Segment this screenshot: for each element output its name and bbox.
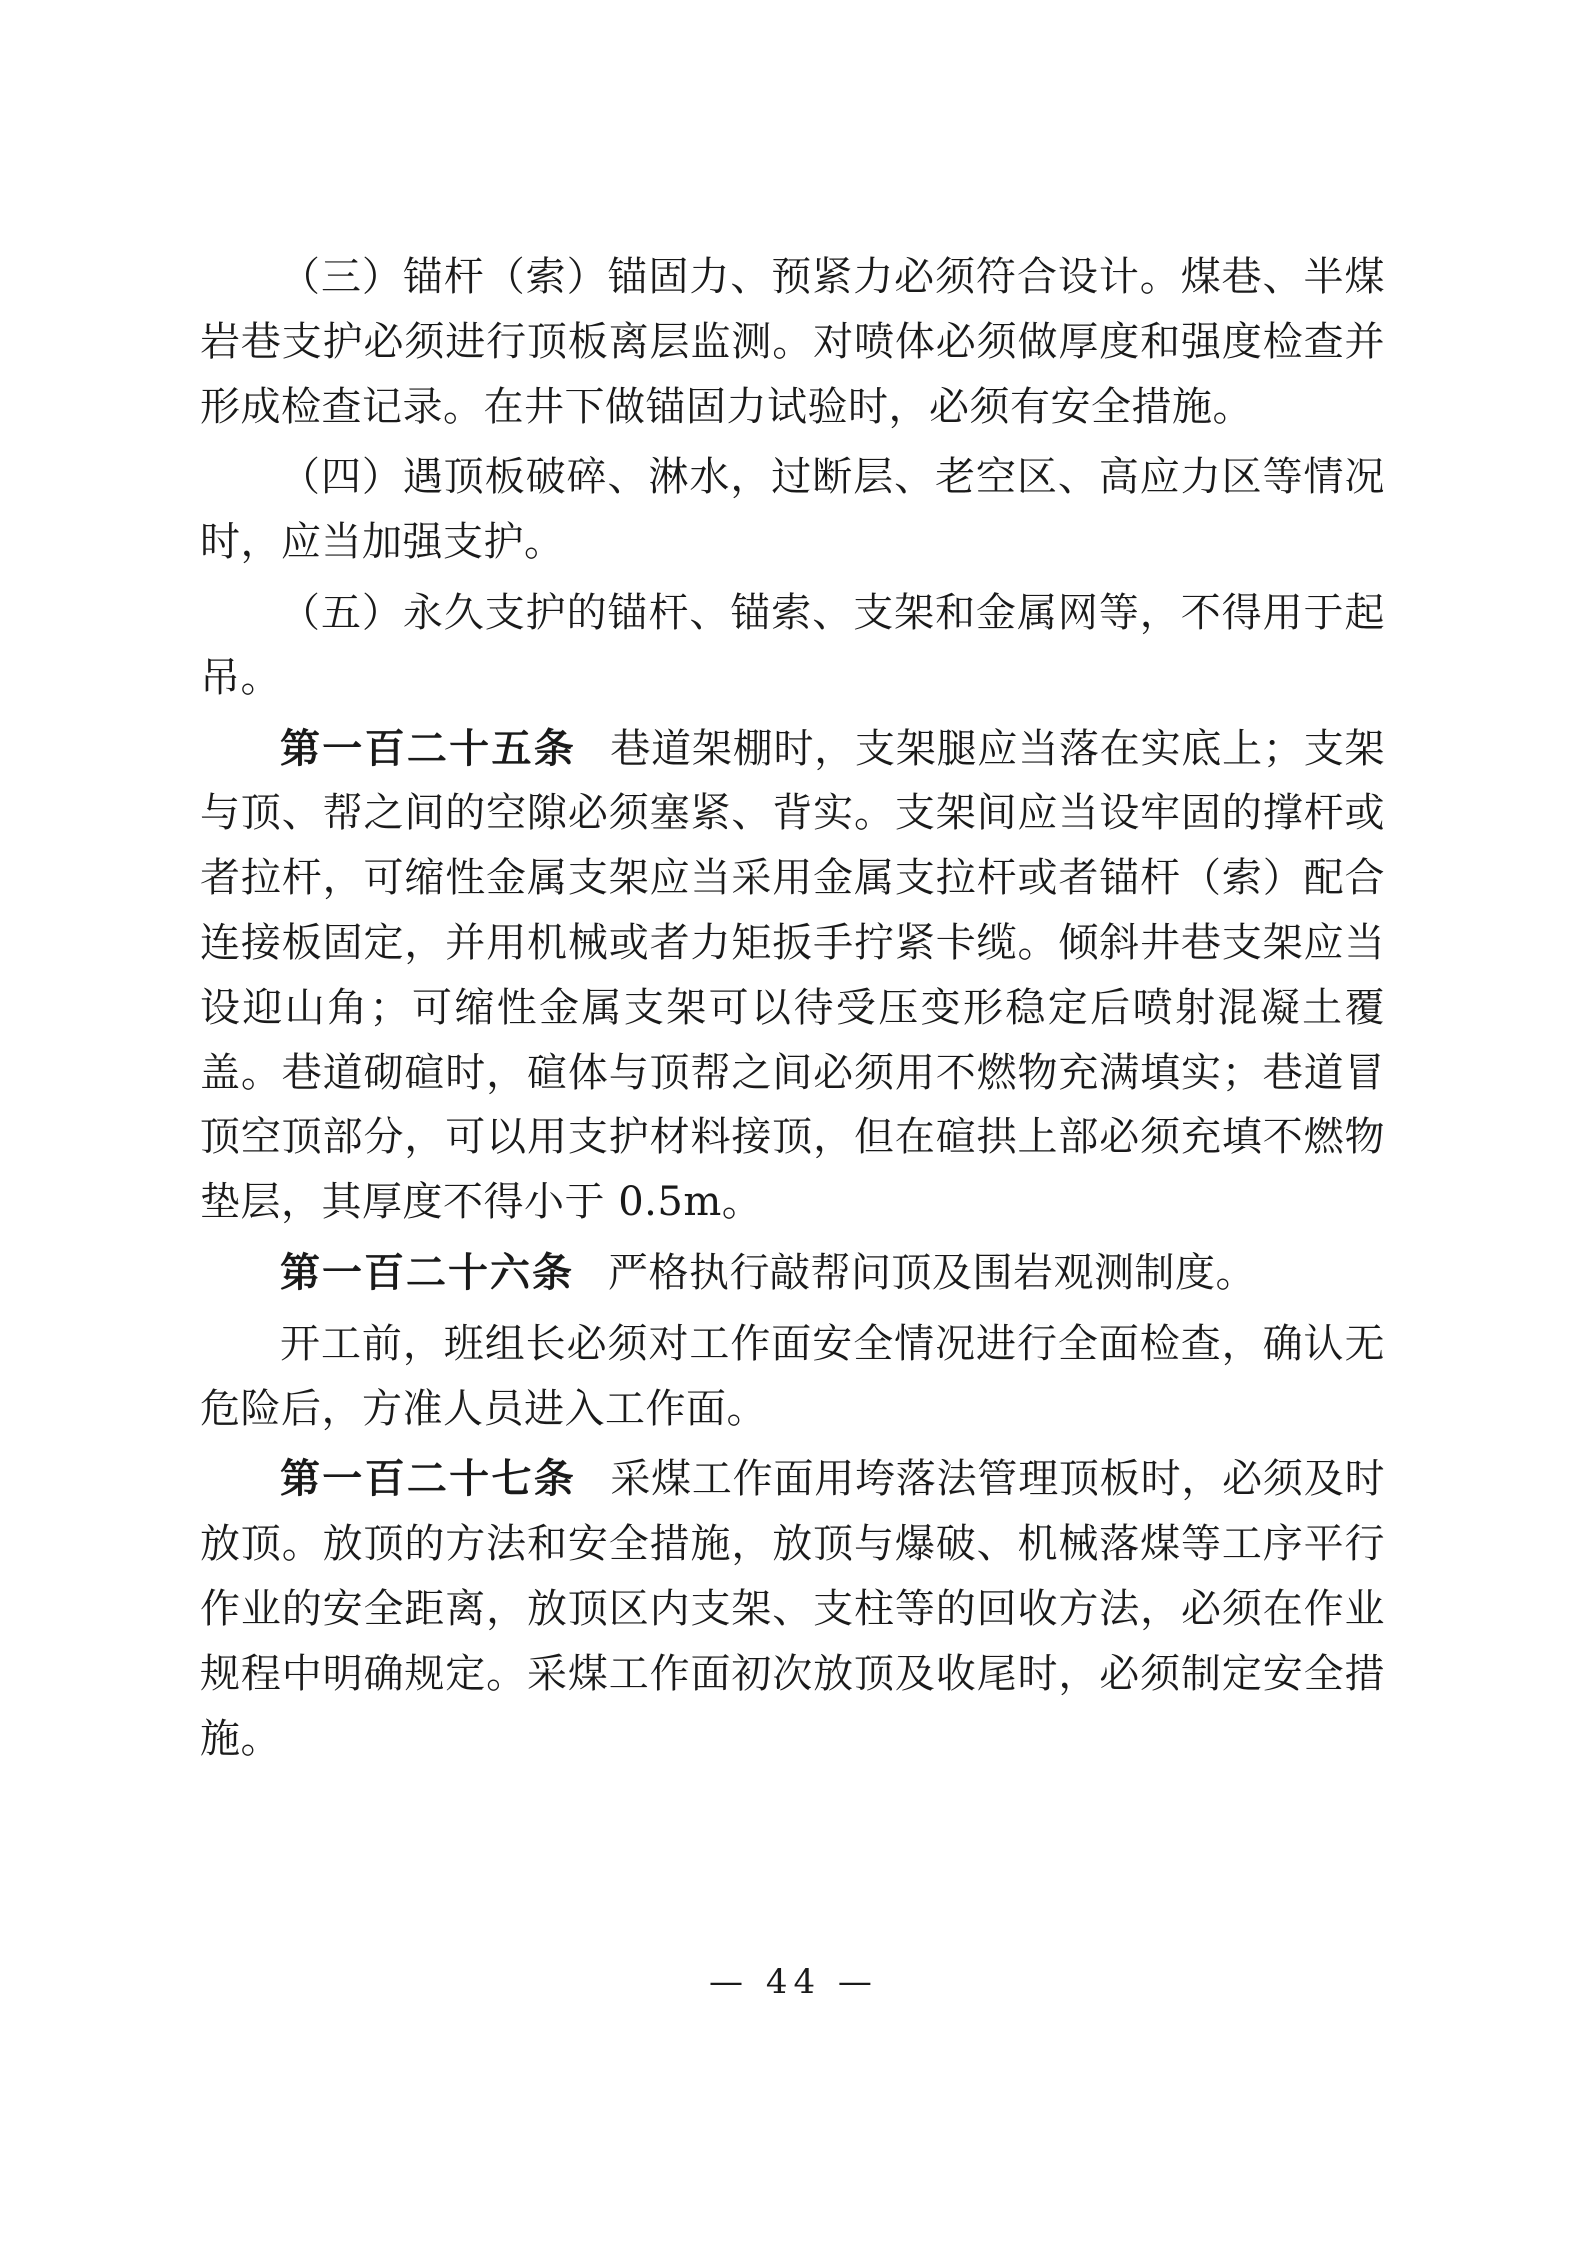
article-label: 第一百二十七条 [280,1455,577,1503]
article-text: 采煤工作面用垮落法管理顶板时，必须及时放顶。放顶的方法和安全措施，放顶与爆破、机械落煤等工序平行作业的安全距离，放顶区内支架、支柱等的回收方法，必须在作业规程中明确规定。采煤工作面初次放顶及收尾时，必须制定安全措施。 [200,1456,1386,1762]
article-text: 严格执行敲帮问顶及围岩观测制度。 [608,1249,1256,1296]
list-item: （五）永久支护的锚杆、锚索、支架和金属网等，不得用于起吊。 [200,589,1385,701]
article-text: 巷道架棚时，支架腿应当落在实底上；支架与顶、帮之间的空隙必须塞紧、背实。支架间应当设牢固的撑杆或者拉杆，可缩性金属支架应当采用金属支拉杆或者锚杆（索）配合连接板固定，并用机械或者力矩扳手拧紧卡缆。倾斜井巷支架应当设迎山角；可缩性金属支架可以待受压变形稳定后喷射混凝土覆盖。巷道砌碹时，碹体与顶帮之间必须用不燃物充满填实；巷道冒顶空顶部分，可以用支护材料接顶，但在碹拱上部必须充填不燃物垫层，其厚度不得小于 0.5m。 [200,725,1386,1226]
page-content [200,245,1385,1777]
body-paragraph: 开工前，班组长必须对工作面安全情况进行全面检查，确认无危险后，方准人员进入工作面。 [200,1320,1385,1432]
article-label: 第一百二十五条 [280,724,577,772]
list-item: （三）锚杆（索）锚固力、预紧力必须符合设计。煤巷、半煤岩巷支护必须进行顶板离层监测。对喷体必须做厚度和强度检查并形成检查记录。在井下做锚固力试验时，必须有安全措施。 [200,254,1385,430]
article-paragraph [200,717,1385,1235]
article-paragraph [200,1241,1385,1306]
list-item: （四）遇顶板破碎、淋水，过断层、老空区、高应力区等情况时，应当加强支护。 [200,454,1385,566]
article-paragraph [200,1447,1385,1771]
article-label: 第一百二十六条 [280,1248,574,1296]
page-number: — 44 — [709,1962,878,2002]
